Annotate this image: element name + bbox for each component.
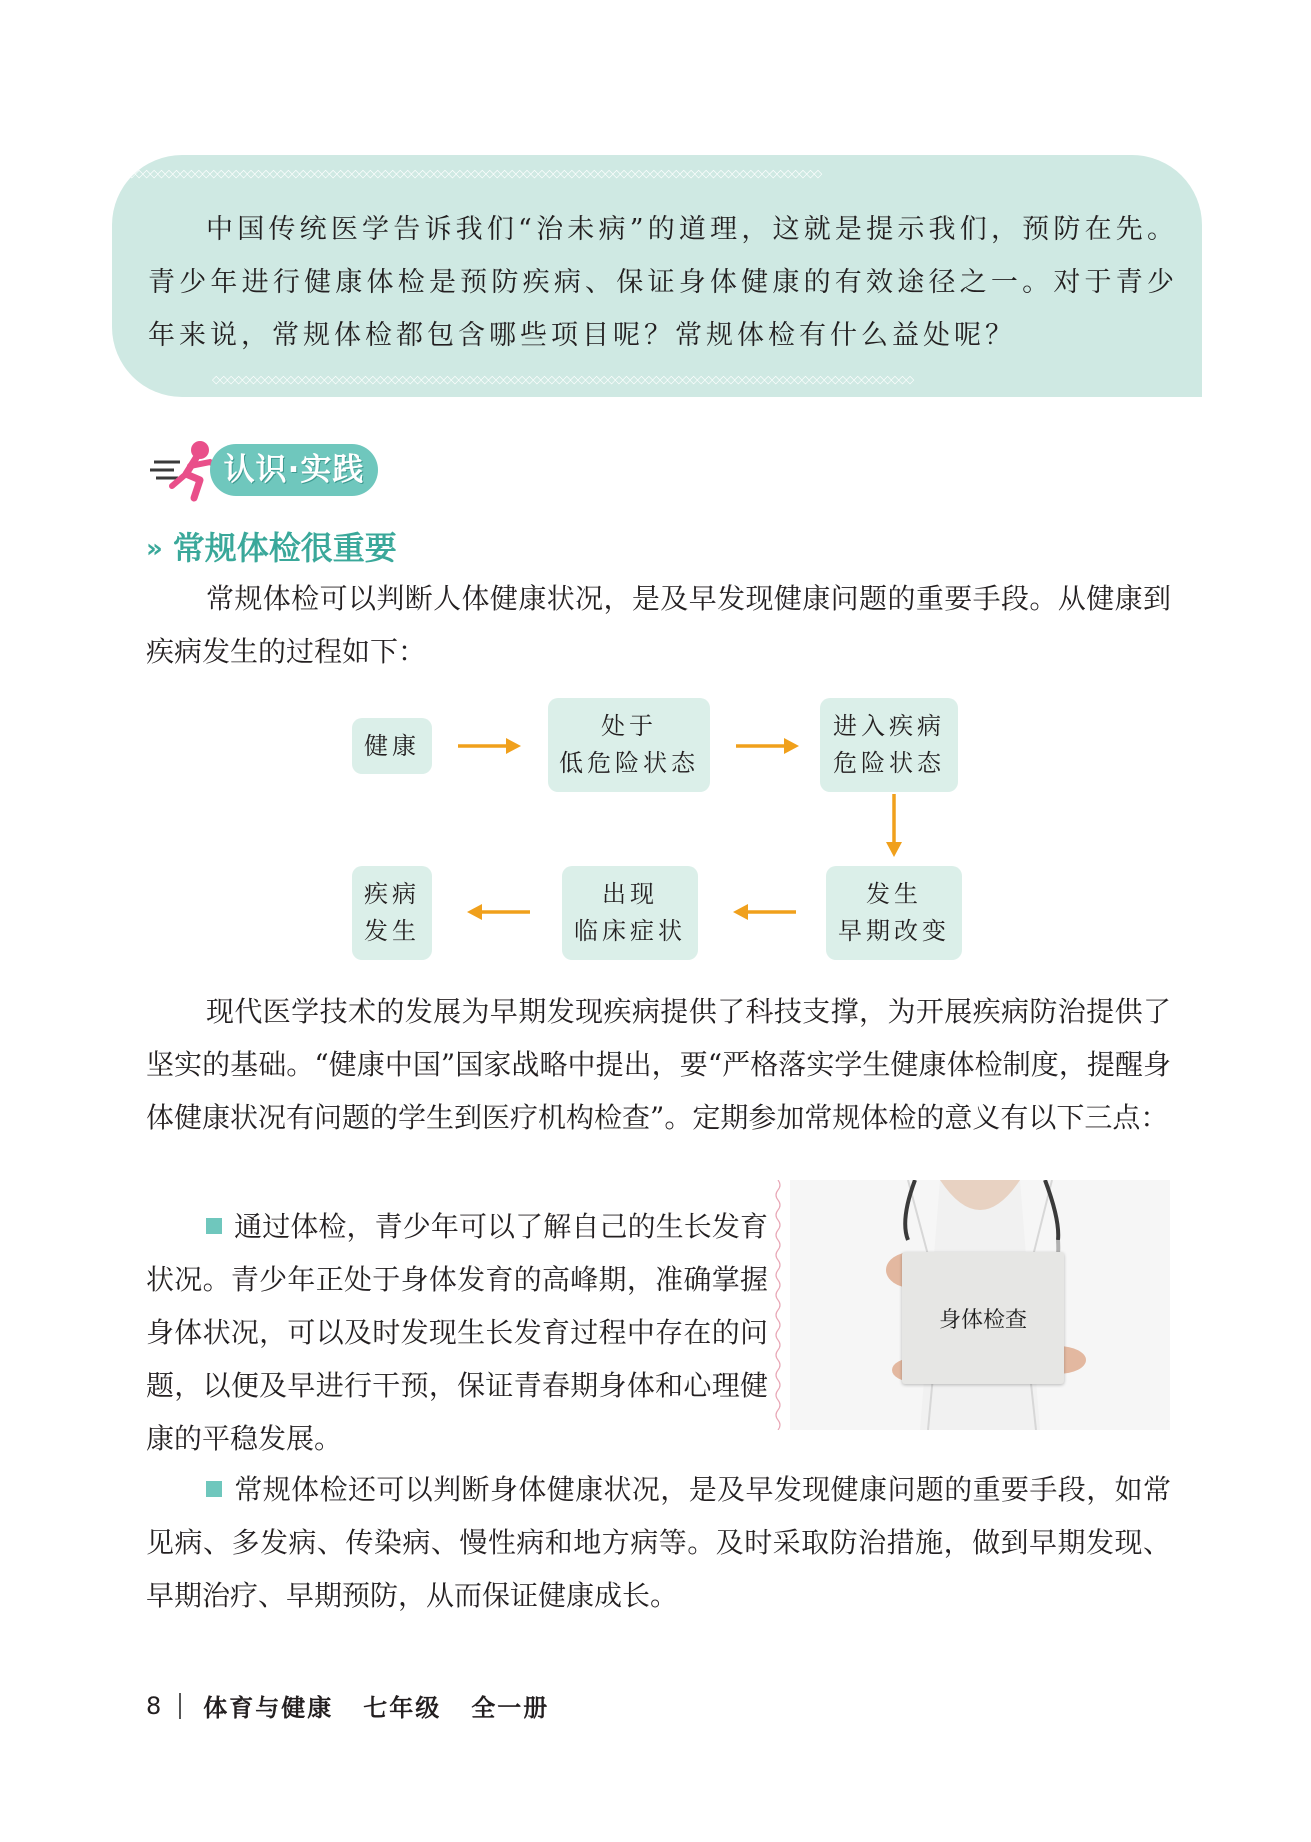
page-footer [146,1688,549,1723]
page-number: 8 [146,1691,162,1720]
intro-text: 中国传统医学告诉我们“治未病”的道理，这就是提示我们，预防在先。青少年进行健康体检是预防疾病、保证身体健康的有效途径之一。对于青少年来说，常规体检都包含哪些项目呢？常规体检有什么益处呢？ [148,214,1178,351]
section-badge [150,436,390,504]
flow-box-clinical-symptoms: 出现 临床症状 [562,866,698,960]
wavy-divider [774,1180,782,1430]
bullet-paragraph: 通过体检，青少年可以了解自己的生长发育状况。青少年正处于身体发育的高峰期，准确掌握身体状况，可以及时发现生长发育过程中存在的问题，以便及早进行干预，保证青春期身体和心理健康的平稳发展。 [146,1210,768,1455]
grade-label: 七年级 [363,1694,442,1722]
volume-label: 全一册 [471,1694,550,1722]
flow-box-disease-onset: 疾病 发生 [352,866,432,960]
bullet-square-icon [206,1218,222,1234]
flow-box-disease-risk: 进入疾病 危险状态 [820,698,958,792]
arrow-right-icon [736,734,800,758]
flow-box-health: 健康 [352,718,432,774]
paragraph: 现代医学技术的发展为早期发现疾病提供了科技支撑，为开展疾病防治提供了坚实的基础。“健康中国”国家战略中提出，要“严格落实学生健康体检制度，提醒身体健康状况有问题的学生到医疗机构检查”。定期参加常规体检的意义有以下三点： [146,995,1171,1134]
arrow-left-icon [732,900,796,924]
subheading [146,523,397,569]
decorative-border: ◇◇◇◇◇◇◇◇◇◇◇◇◇◇◇◇◇◇◇◇◇◇◇◇◇◇◇◇◇◇◇◇◇◇◇◇◇◇◇◇◇◇◇◇◇◇◇◇◇◇◇◇◇◇◇◇◇◇◇◇◇◇◇◇◇◇◇◇◇◇◇◇◇◇◇◇◇◇◇◇◇◇◇◇◇◇◇◇◇◇◇◇◇◇ [212,373,914,386]
bullet-square-icon [206,1481,222,1497]
book-title: 体育与健康 [203,1694,334,1722]
flow-box-early-change: 发生 早期改变 [826,866,962,960]
intro-box [112,155,1202,397]
footer-divider [179,1693,181,1719]
arrow-down-icon [882,794,906,858]
doctor-photo [790,1180,1170,1430]
arrow-right-icon [458,734,522,758]
arrow-left-icon [466,900,530,924]
bullet-paragraph: 常规体检还可以判断身体健康状况，是及早发现健康问题的重要手段，如常见病、多发病、传染病、慢性病和地方病等。及时采取防治措施，做到早期发现、早期治疗、早期预防，从而保证健康成长。 [146,1473,1171,1612]
decorative-border: ◇◇◇◇◇◇◇◇◇◇◇◇◇◇◇◇◇◇◇◇◇◇◇◇◇◇◇◇◇◇◇◇◇◇◇◇◇◇◇◇◇◇◇◇◇◇◇◇◇◇◇◇◇◇◇◇◇◇◇◇◇◇◇◇◇◇◇◇◇◇◇◇◇◇◇◇◇◇◇◇◇◇◇◇◇◇◇◇◇◇◇◇◇◇ [120,167,822,180]
flow-box-low-risk: 处于 低危险状态 [548,698,710,792]
paragraph: 常规体检可以判断人体健康状况，是及早发现健康问题的重要手段。从健康到疾病发生的过程如下： [146,582,1171,668]
photo-card-label: 身体检查 [902,1252,1064,1384]
chevron-icon: » [146,534,163,564]
section-badge-label: 认识·实践 [210,444,378,496]
subheading-text: 常规体检很重要 [172,529,397,567]
